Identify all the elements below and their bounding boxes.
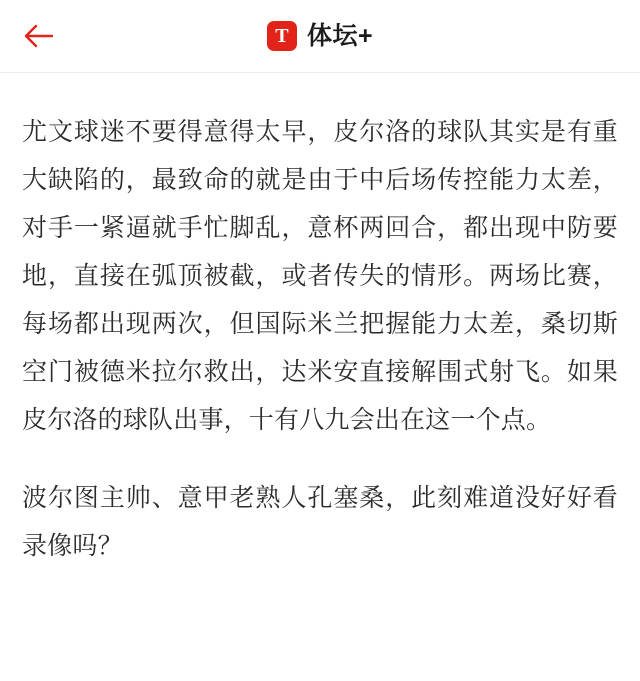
article-paragraph: 尤文球迷不要得意得太早，皮尔洛的球队其实是有重大缺陷的，最致命的就是由于中后场传控能力太差，对手一紧逼就手忙脚乱，意杯两回合，都出现中防要地，直接在弧顶被截，或者传失的情形。两场比赛，每场都出现两次，但国际米兰把握能力太差，桑切斯空门被德米拉尔救出，达米安直接解围式射飞。如果皮尔洛的球队出事，十有八九会出在这一个点。 <box>22 119 618 434</box>
app-header <box>0 0 640 72</box>
brand-logo-title <box>267 21 373 51</box>
article-content <box>0 73 640 571</box>
back-button[interactable] <box>18 16 58 56</box>
titan-sports-logo-icon <box>267 21 297 51</box>
brand-logo-glyph: T <box>275 25 289 47</box>
page-title: 体坛+ <box>306 21 374 50</box>
back-arrow-icon <box>23 23 53 49</box>
article-paragraph: 波尔图主帅、意甲老熟人孔塞桑，此刻难道没好好看录像吗？ <box>22 485 618 560</box>
